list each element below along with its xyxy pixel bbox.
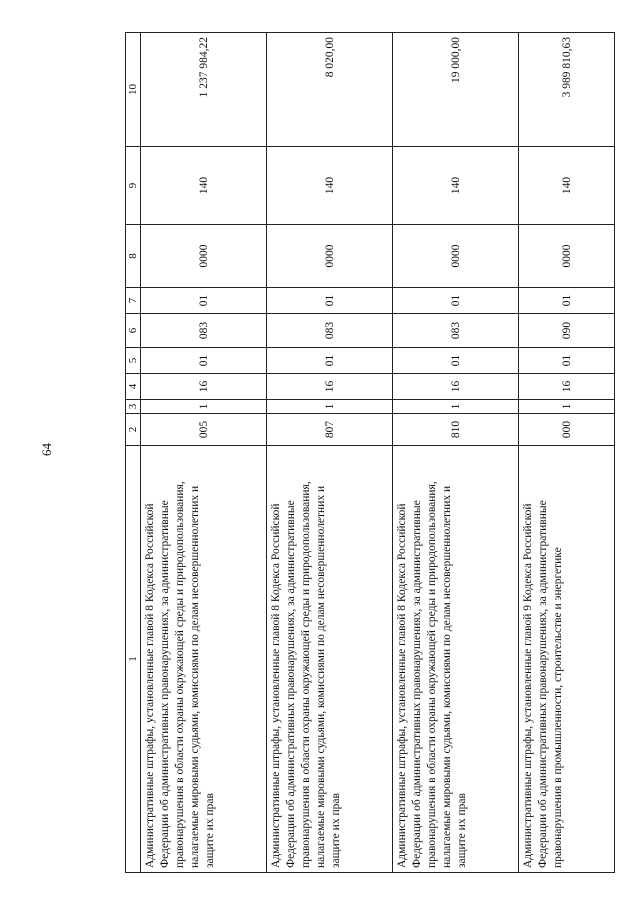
column-header: 2 xyxy=(126,414,141,446)
code-cell: 01 xyxy=(267,348,393,374)
code-cell: 16 xyxy=(393,374,519,400)
code-cell: 01 xyxy=(267,288,393,314)
code-cell: 1 xyxy=(393,400,519,414)
table-row xyxy=(141,33,267,873)
code-cell: 083 xyxy=(393,314,519,348)
code-cell: 807 xyxy=(267,414,393,446)
row-description: Административные штрафы, установленные главой 8 Кодекса Российской Федерации об административных правонарушениях, за административные правонарушения в области охраны окружающей среды и природопользования, налагаемые мировыми судьями, комиссиями по делам несовершеннолетних и защите их прав xyxy=(267,446,393,873)
code-cell: 01 xyxy=(393,288,519,314)
code-cell: 0000 xyxy=(393,225,519,288)
code-cell: 0000 xyxy=(519,225,615,288)
code-cell: 005 xyxy=(141,414,267,446)
code-cell: 16 xyxy=(267,374,393,400)
code-cell: 140 xyxy=(267,147,393,225)
code-cell: 01 xyxy=(519,288,615,314)
column-header: 6 xyxy=(126,314,141,348)
column-header: 5 xyxy=(126,348,141,374)
table-row xyxy=(267,33,393,873)
row-description: Административные штрафы, установленные главой 8 Кодекса Российской Федерации об административных правонарушениях, за административные правонарушения в области охраны окружающей среды и природопользования, налагаемые мировыми судьями, комиссиями по делам несовершеннолетних и защите их прав xyxy=(141,446,267,873)
code-cell: 140 xyxy=(141,147,267,225)
code-cell: 083 xyxy=(267,314,393,348)
code-cell: 810 xyxy=(393,414,519,446)
amount-cell: 8 020,00 xyxy=(267,33,393,147)
rotated-table-container xyxy=(125,33,573,873)
code-cell: 1 xyxy=(141,400,267,414)
code-cell: 140 xyxy=(519,147,615,225)
column-header: 3 xyxy=(126,400,141,414)
column-header: 7 xyxy=(126,288,141,314)
code-cell: 01 xyxy=(141,348,267,374)
code-cell: 01 xyxy=(393,348,519,374)
code-cell: 000 xyxy=(519,414,615,446)
code-cell: 1 xyxy=(267,400,393,414)
column-header: 10 xyxy=(126,33,141,147)
code-cell: 16 xyxy=(519,374,615,400)
column-header: 8 xyxy=(126,225,141,288)
row-description: Административные штрафы, установленные главой 9 Кодекса Российской Федерации об административных правонарушениях, за административные правонарушения в промышленности, строительстве и энергетике xyxy=(519,446,615,873)
page-number: 64 xyxy=(39,443,54,456)
code-cell: 0000 xyxy=(141,225,267,288)
code-cell: 01 xyxy=(519,348,615,374)
code-cell: 1 xyxy=(519,400,615,414)
column-header: 9 xyxy=(126,147,141,225)
code-cell: 16 xyxy=(141,374,267,400)
table-row xyxy=(519,33,615,873)
row-description: Административные штрафы, установленные главой 8 Кодекса Российской Федерации об административных правонарушениях, за административные правонарушения в области охраны окружающей среды и природопользования, налагаемые мировыми судьями, комиссиями по делам несовершеннолетних и защите их прав xyxy=(393,446,519,873)
column-header: 4 xyxy=(126,374,141,400)
amount-cell: 1 237 984,22 xyxy=(141,33,267,147)
column-header: 1 xyxy=(126,446,141,873)
amount-cell: 3 989 810,63 xyxy=(519,33,615,147)
budget-revenue-table xyxy=(125,32,615,873)
code-cell: 0000 xyxy=(267,225,393,288)
column-number-row xyxy=(126,33,141,873)
code-cell: 140 xyxy=(393,147,519,225)
code-cell: 090 xyxy=(519,314,615,348)
table-row xyxy=(393,33,519,873)
code-cell: 01 xyxy=(141,288,267,314)
code-cell: 083 xyxy=(141,314,267,348)
amount-cell: 19 000,00 xyxy=(393,33,519,147)
